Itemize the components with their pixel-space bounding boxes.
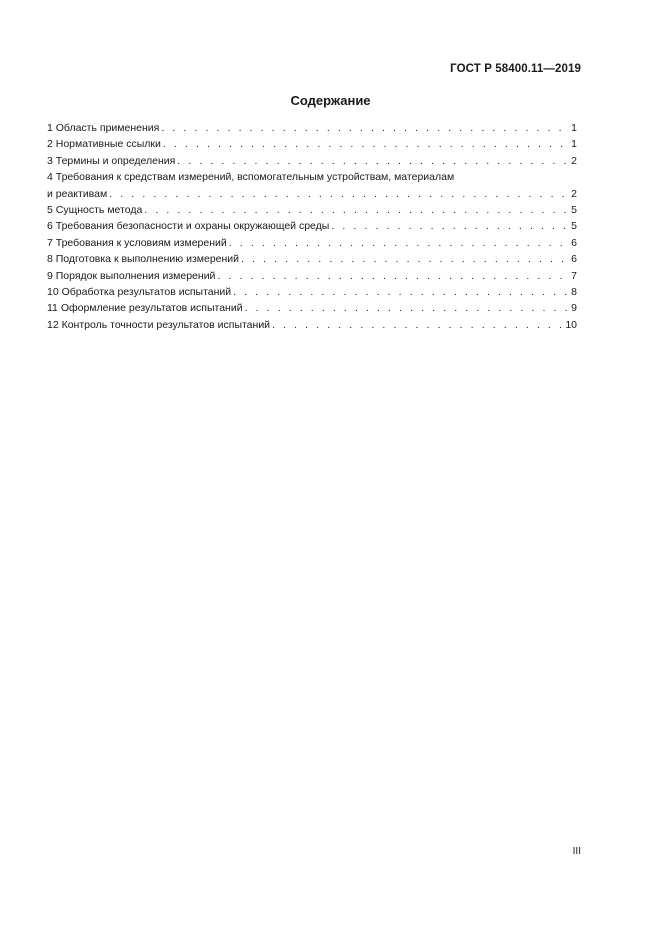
- toc-entry-page: 2: [571, 154, 577, 167]
- toc-leader-dots: [161, 120, 569, 136]
- toc-entry[interactable]: [47, 202, 577, 218]
- toc-entry-text: 12 Контроль точности результатов испытаний: [47, 318, 271, 331]
- toc-entry-text: 3 Термины и определения: [47, 154, 176, 167]
- toc-entry-page: 10: [565, 318, 577, 331]
- toc-entry-text: 11 Оформление результатов испытаний: [47, 302, 243, 315]
- toc-entry[interactable]: [47, 251, 577, 267]
- standard-code: ГОСТ Р 58400.11—2019: [450, 63, 581, 75]
- toc-entry-page: 5: [571, 220, 577, 233]
- toc-entry[interactable]: [47, 153, 577, 169]
- toc-entry-page: 2: [571, 187, 577, 200]
- toc-entry-text: 7 Требования к условиям измерений: [47, 236, 227, 249]
- toc-entry-page: 5: [571, 204, 577, 217]
- toc-entry-page: 8: [571, 286, 577, 299]
- toc-entry-page: 7: [571, 269, 577, 282]
- table-of-contents: [47, 120, 577, 333]
- toc-entry-text: и реактивам: [47, 187, 108, 200]
- toc-entry-page: 1: [571, 122, 577, 134]
- toc-leader-dots: [331, 218, 569, 234]
- toc-entry-page: 1: [571, 138, 577, 151]
- toc-entry-text: 5 Сущность метода: [47, 204, 143, 217]
- toc-leader-dots: [163, 136, 569, 152]
- toc-entry-text: 1 Область применения: [47, 122, 160, 134]
- toc-entry[interactable]: [47, 169, 577, 202]
- toc-title: Содержание: [290, 93, 371, 108]
- toc-entry[interactable]: [47, 300, 577, 316]
- toc-entry-text-line1: 4 Требования к средствам измерений, вспомогательным устройствам, материалам: [47, 171, 455, 184]
- toc-leader-dots: [245, 300, 570, 316]
- toc-entry[interactable]: [47, 317, 577, 333]
- toc-entry[interactable]: [47, 136, 577, 152]
- toc-entry-page: 6: [571, 253, 577, 266]
- toc-leader-dots: [144, 202, 569, 218]
- toc-leader-dots: [229, 235, 569, 251]
- toc-entry[interactable]: [47, 284, 577, 300]
- toc-entry[interactable]: [47, 218, 577, 234]
- toc-entry-text: 9 Порядок выполнения измерений: [47, 269, 216, 282]
- toc-entry-text: 8 Подготовка к выполнению измерений: [47, 253, 240, 266]
- toc-entry[interactable]: [47, 235, 577, 251]
- toc-entry-text: 2 Нормативные ссылки: [47, 138, 161, 151]
- toc-entry[interactable]: [47, 120, 577, 136]
- toc-leader-dots: [233, 284, 569, 300]
- toc-entry-text: 6 Требования безопасности и охраны окружающей среды: [47, 220, 330, 233]
- toc-entry-page: 9: [571, 302, 577, 315]
- toc-leader-dots: [177, 153, 569, 169]
- toc-leader-dots: [272, 317, 563, 333]
- toc-entry-page: 6: [571, 236, 577, 249]
- toc-leader-dots: [109, 186, 569, 202]
- page-number: III: [572, 846, 581, 857]
- toc-leader-dots: [217, 268, 569, 284]
- toc-entry[interactable]: [47, 268, 577, 284]
- toc-leader-dots: [241, 251, 569, 267]
- toc-entry-text: 10 Обработка результатов испытаний: [47, 286, 232, 299]
